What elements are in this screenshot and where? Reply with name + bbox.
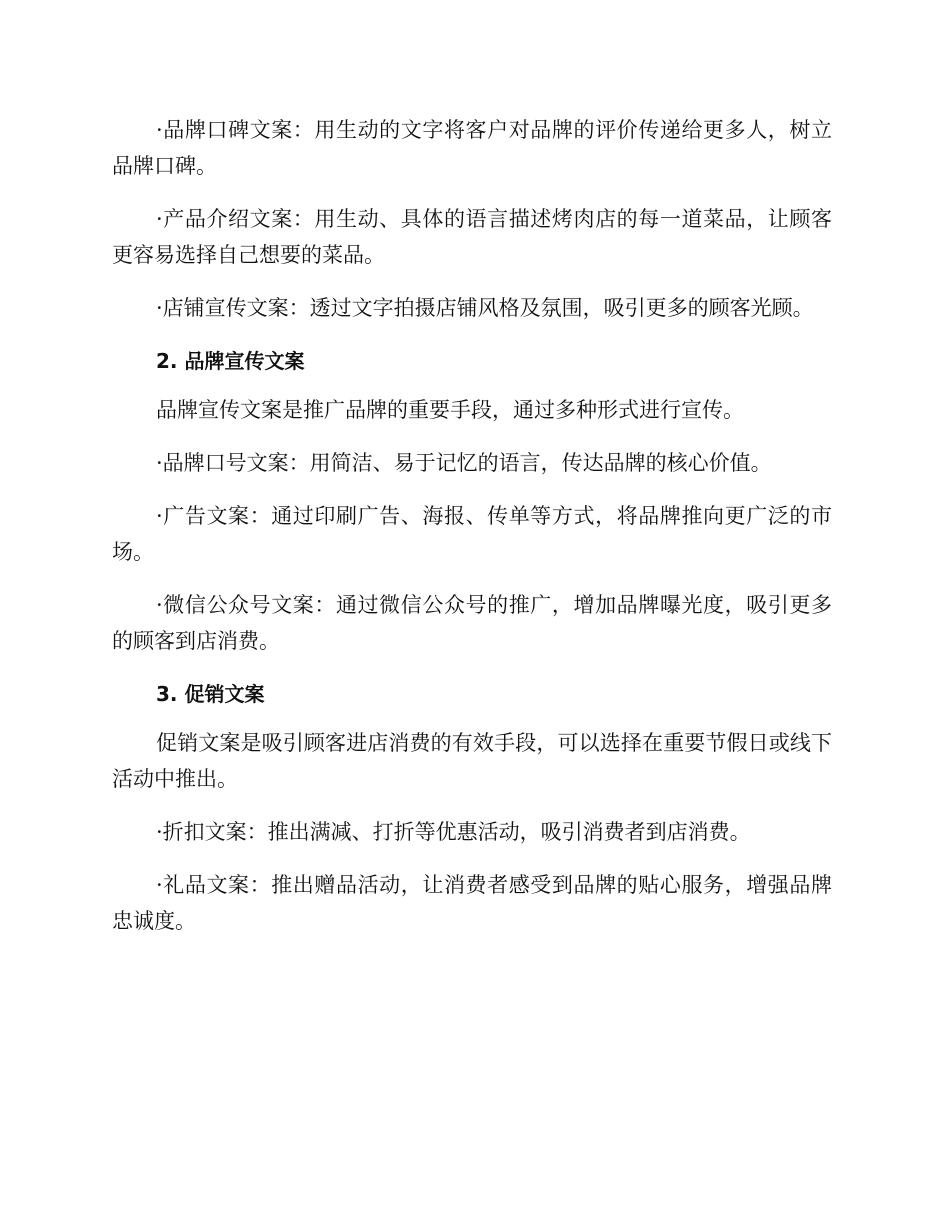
bullet-brand-slogan: ·品牌口号文案：用简洁、易于记忆的语言，传达品牌的核心价值。 bbox=[156, 451, 772, 475]
intro-brand-promotion: 品牌宣传文案是推广品牌的重要手段，通过多种形式进行宣传。 bbox=[156, 398, 744, 422]
bullet-advertising: ·广告文案：通过印刷广告、海报、传单等方式，将品牌推向更广泛的市场。 bbox=[112, 504, 832, 564]
heading-brand-promotion: 2. 品牌宣传文案 bbox=[156, 349, 305, 373]
bullet-gift: ·礼品文案：推出赠品活动，让消费者感受到品牌的贴心服务，增强品牌忠诚度。 bbox=[112, 873, 832, 933]
document-content bbox=[112, 112, 832, 956]
intro-promotion: 促销文案是吸引顾客进店消费的有效手段，可以选择在重要节假日或线下活动中推出。 bbox=[112, 731, 832, 791]
bullet-product-intro: ·产品介绍文案：用生动、具体的语言描述烤肉店的每一道菜品，让顾客更容易选择自己想要的菜品。 bbox=[112, 207, 832, 267]
bullet-discount: ·折扣文案：推出满减、打折等优惠活动，吸引消费者到店消费。 bbox=[156, 820, 751, 844]
bullet-brand-reputation: ·品牌口碑文案：用生动的文字将客户对品牌的评价传递给更多人，树立品牌口碑。 bbox=[112, 118, 832, 178]
bullet-wechat: ·微信公众号文案：通过微信公众号的推广，增加品牌曝光度，吸引更多的顾客到店消费。 bbox=[112, 593, 832, 653]
heading-promotion: 3. 促销文案 bbox=[156, 682, 265, 706]
bullet-store-promo: ·店铺宣传文案：透过文字拍摄店铺风格及氛围，吸引更多的顾客光顾。 bbox=[156, 296, 814, 320]
